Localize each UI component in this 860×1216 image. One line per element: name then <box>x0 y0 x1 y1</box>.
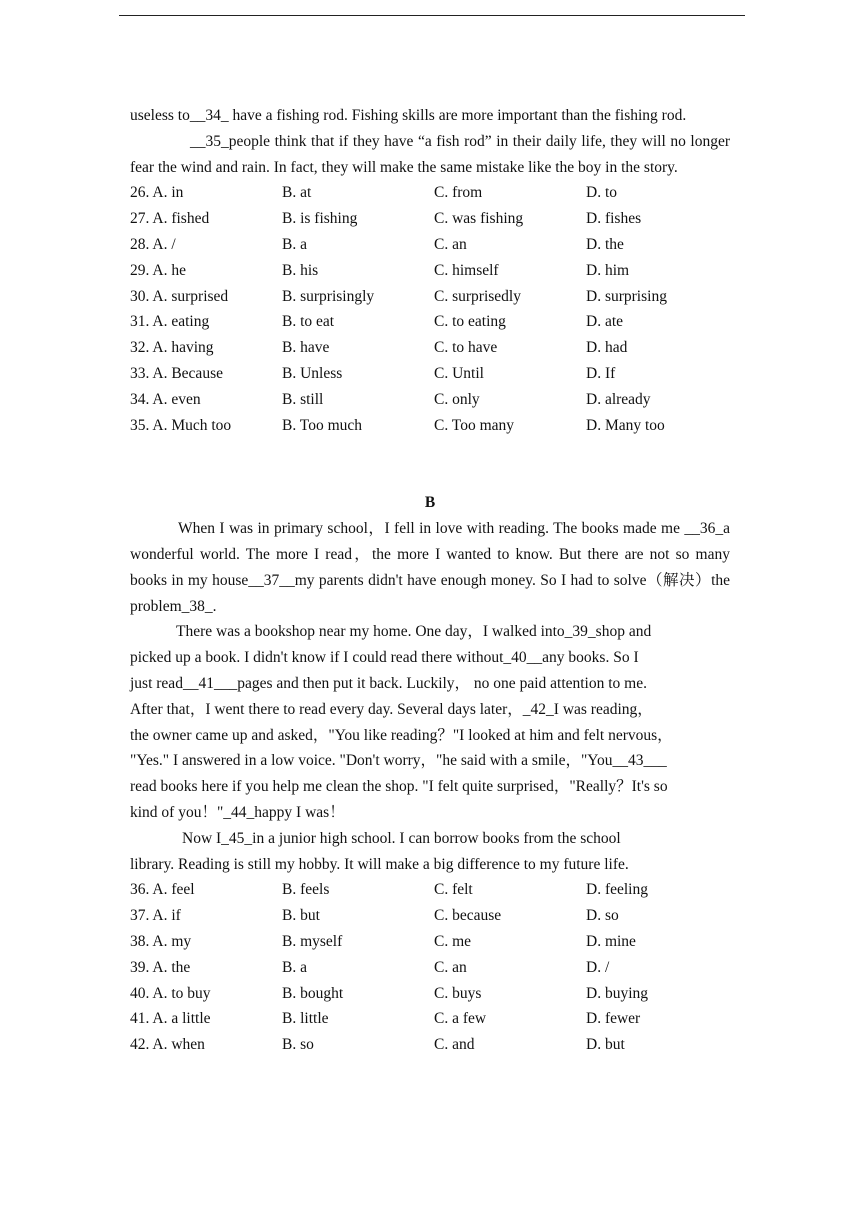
option-c: C. an <box>434 235 467 253</box>
option-d: D. the <box>586 235 624 253</box>
option-b: B. his <box>282 261 319 279</box>
text-line: kind of you！"_44_happy I was！ <box>130 803 345 821</box>
options-list-a <box>130 180 730 438</box>
option-b: B. bought <box>282 984 344 1002</box>
option-d: D. already <box>586 390 651 408</box>
option-a: 31. A. eating <box>130 313 210 331</box>
option-c: C. himself <box>434 261 499 279</box>
text-line: Now I_45_in a junior high school. I can borrow books from the school <box>182 829 621 847</box>
option-a: 38. A. my <box>130 932 192 950</box>
section-spacer <box>130 438 730 490</box>
option-b: B. Too much <box>282 416 363 434</box>
option-c: C. to have <box>434 339 498 357</box>
question-row <box>130 180 730 206</box>
option-d: D. feeling <box>586 881 648 899</box>
text-line: the owner came up and asked，"You like reading？"I looked at him and felt nervous， <box>130 726 673 744</box>
option-d: D. Many too <box>586 416 665 434</box>
option-b: B. Unless <box>282 364 343 382</box>
text-line: just read__41___pages and then put it back. Luckily， no one paid attention to me. <box>130 674 647 692</box>
option-b: B. little <box>282 1010 329 1028</box>
option-c: C. me <box>434 932 472 950</box>
option-d: D. fishes <box>586 210 642 228</box>
option-c: C. and <box>434 1036 475 1054</box>
header-rule <box>119 15 745 16</box>
question-row <box>130 903 730 929</box>
option-d: D. buying <box>586 984 648 1002</box>
option-a: 36. A. feel <box>130 881 195 899</box>
option-c: C. only <box>434 390 480 408</box>
option-c: C. Too many <box>434 416 515 434</box>
option-b: B. myself <box>282 932 343 950</box>
options-list-b <box>130 877 730 1058</box>
text-line: read books here if you help me clean the shop. "I felt quite surprised，"Really？It's so <box>130 778 668 796</box>
option-a: 29. A. he <box>130 261 186 279</box>
option-c: C. a few <box>434 1010 487 1028</box>
text-line: "Yes." I answered in a low voice. "Don't worry，"he said with a smile，"You__43___ <box>130 752 667 770</box>
question-row <box>130 361 730 387</box>
question-row <box>130 206 730 232</box>
question-row <box>130 258 730 284</box>
option-a: 33. A. Because <box>130 364 223 382</box>
option-b: B. is fishing <box>282 210 358 228</box>
option-a: 34. A. even <box>130 390 201 408</box>
option-a: 32. A. having <box>130 339 214 357</box>
option-a: 35. A. Much too <box>130 416 232 434</box>
question-row <box>130 335 730 361</box>
option-c: C. was fishing <box>434 210 524 228</box>
page-body <box>130 103 730 1058</box>
option-d: D. surprising <box>586 287 667 305</box>
text-line: picked up a book. I didn't know if I could read there without_40__any books. So I <box>130 649 639 667</box>
section-b-title: B <box>424 494 436 512</box>
option-b: B. so <box>282 1036 314 1054</box>
option-c: C. surprisedly <box>434 287 521 305</box>
passage-b-paragraph-1: When I was in primary school，I fell in love with reading. The books made me __36_a wonderful world. The more I read，the more I wanted to know. But there are not so many books in my house__37__my parents didn't have enough money. So I had to solve（解决）the problem_38_. <box>130 520 730 615</box>
option-a: 40. A. to buy <box>130 984 211 1002</box>
option-b: B. but <box>282 907 320 925</box>
option-d: D. mine <box>586 932 636 950</box>
option-b: B. at <box>282 184 312 202</box>
question-row <box>130 981 730 1007</box>
text-line: library. Reading is still my hobby. It will make a big difference to my future life. <box>130 855 629 873</box>
option-c: C. an <box>434 958 467 976</box>
question-row <box>130 309 730 335</box>
option-c: C. buys <box>434 984 482 1002</box>
passage-b-paragraph-3 <box>130 826 730 878</box>
option-d: D. / <box>586 958 610 976</box>
option-b: B. a <box>282 958 307 976</box>
option-a: 28. A. / <box>130 235 176 253</box>
option-d: D. If <box>586 364 616 382</box>
option-a: 42. A. when <box>130 1036 205 1054</box>
option-b: B. have <box>282 339 330 357</box>
option-b: B. to eat <box>282 313 335 331</box>
text-line: There was a bookshop near my home. One day，I walked into_39_shop and <box>176 623 652 641</box>
option-a: 26. A. in <box>130 184 184 202</box>
passage-a-paragraph-2: __35_people think that if they have “a fish rod” in their daily life, they will no longer fear the wind and rain. In fact, they will make the same mistake like the boy in the story. <box>130 132 730 176</box>
question-row <box>130 232 730 258</box>
question-row <box>130 1006 730 1032</box>
option-a: 30. A. surprised <box>130 287 229 305</box>
option-b: B. still <box>282 390 324 408</box>
text-line: After that，I went there to read every day. Several days later，_42_I was reading， <box>130 700 653 718</box>
question-row <box>130 1032 730 1058</box>
option-a: 41. A. a little <box>130 1010 211 1028</box>
option-b: B. surprisingly <box>282 287 375 305</box>
question-row <box>130 955 730 981</box>
option-d: D. but <box>586 1036 625 1054</box>
question-row <box>130 387 730 413</box>
passage-a-paragraph-1: useless to__34_ have a fishing rod. Fishing skills are more important than the fishing rod. <box>130 107 687 124</box>
option-c: C. to eating <box>434 313 506 331</box>
question-row <box>130 284 730 310</box>
option-d: D. to <box>586 184 617 202</box>
option-a: 39. A. the <box>130 958 191 976</box>
option-b: B. a <box>282 235 307 253</box>
option-c: C. Until <box>434 364 484 382</box>
passage-b-paragraph-2 <box>130 619 730 825</box>
question-row <box>130 413 730 439</box>
question-row <box>130 877 730 903</box>
option-b: B. feels <box>282 881 330 899</box>
option-d: D. him <box>586 261 630 279</box>
option-d: D. fewer <box>586 1010 641 1028</box>
option-d: D. ate <box>586 313 624 331</box>
option-a: 37. A. if <box>130 907 181 925</box>
question-row <box>130 929 730 955</box>
option-a: 27. A. fished <box>130 210 210 228</box>
option-d: D. had <box>586 339 628 357</box>
option-c: C. felt <box>434 881 473 899</box>
option-c: C. from <box>434 184 483 202</box>
option-c: C. because <box>434 907 502 925</box>
option-d: D. so <box>586 907 619 925</box>
